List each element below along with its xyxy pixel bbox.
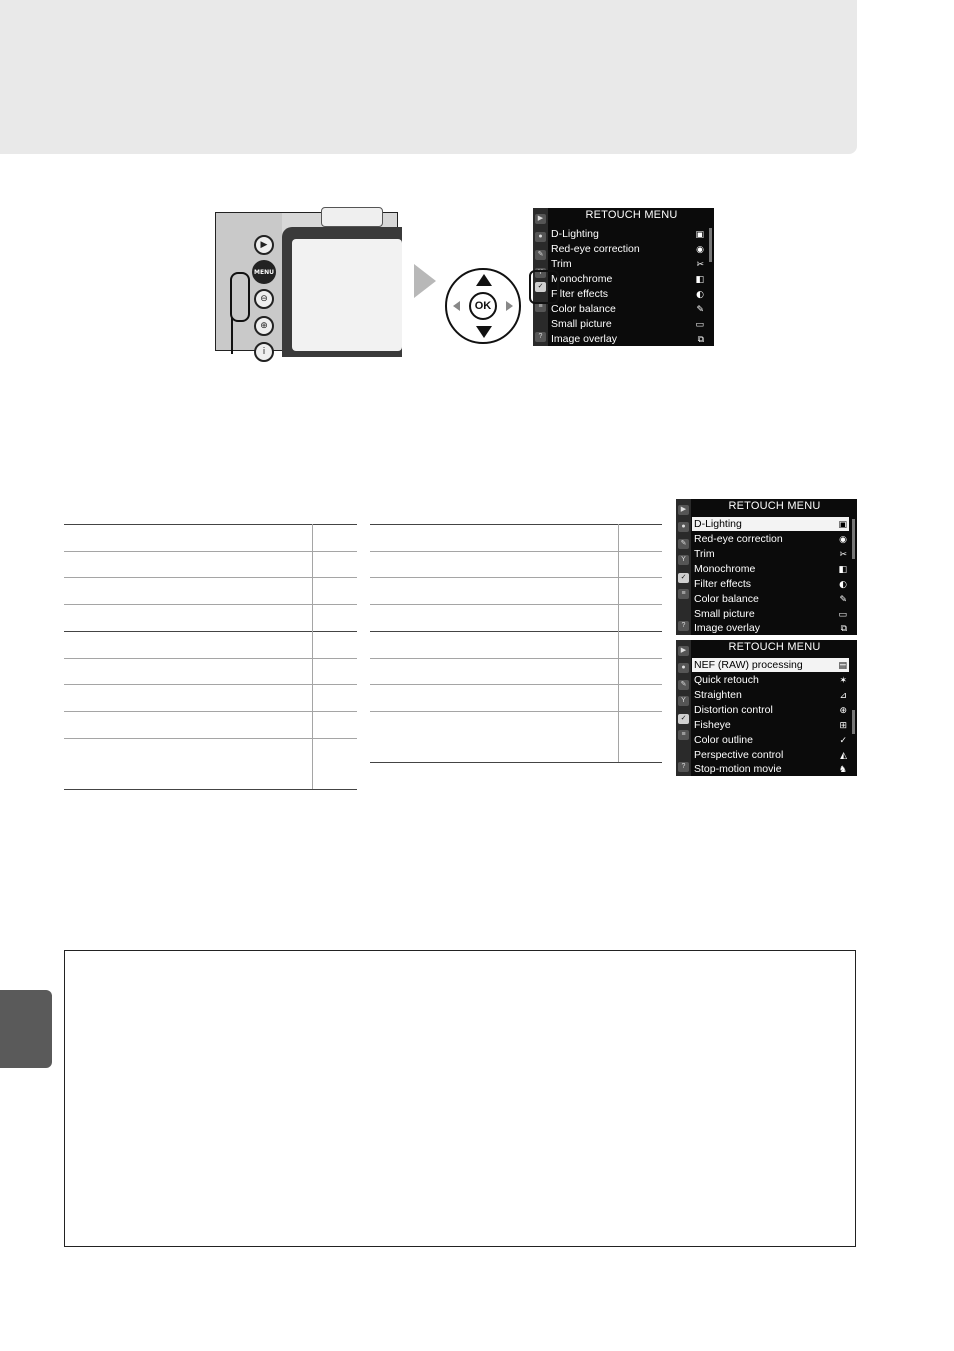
menu-item-color-balance[interactable]: Color balance ✎ [694,593,847,605]
recent-tab-icon[interactable]: ≡ [678,589,689,599]
table-rule [64,524,357,525]
menu-item-perspective-control[interactable]: Perspective control ◭ [694,749,847,761]
custom-tab-icon[interactable]: ✎ [678,539,689,549]
retouch-tab-highlight [529,270,559,304]
chapter-side-tab [0,990,52,1068]
custom-tab-icon[interactable]: ✎ [535,250,546,260]
callout-line [231,318,233,354]
custom-tab-icon[interactable]: ✎ [678,680,689,690]
monochrome-icon: ◧ [695,275,704,285]
playback-tab-icon[interactable]: ▶ [678,505,689,515]
help-icon[interactable]: ? [678,621,689,631]
d-lighting-icon: ▣ [838,520,847,530]
menu-item-red-eye[interactable]: Red-eye correction ◉ [694,533,847,545]
table-rule [64,738,357,739]
ok-button[interactable]: OK [469,292,497,320]
arrow-down-icon[interactable] [476,326,492,338]
page-header-band [0,0,857,154]
playback-button-icon[interactable]: ▶ [254,235,274,255]
arrow-left-icon[interactable] [453,301,460,311]
table-rule [64,711,357,712]
table-col-divider [618,524,619,762]
menu-item-monochrome[interactable]: Monochrome ◧ [694,563,847,575]
menu-item-small-picture[interactable]: Small picture ▭ [551,318,704,330]
menu-title: RETOUCH MENU [728,500,821,512]
filter-icon: ◐ [839,580,847,590]
table-rule [64,684,357,685]
menu-item-monochrome[interactable]: Monochrome ◧ [551,273,704,285]
retouch-menu-screen-top [533,208,714,346]
menu-item-small-picture[interactable]: Small picture ▭ [694,608,847,620]
color-balance-icon: ✎ [839,595,847,605]
setup-tab-icon[interactable]: Y [678,696,689,706]
table-rule [64,551,357,552]
scrollbar[interactable] [852,519,855,559]
info-button-icon[interactable]: i [254,342,274,362]
menu-item-color-outline[interactable]: Color outline ✓ [694,734,847,746]
zoom-out-button-icon[interactable]: ⊖ [254,289,274,309]
menu-item-trim[interactable]: Trim ✂ [694,548,847,560]
help-icon[interactable]: ? [678,762,689,772]
straighten-icon: ⊿ [839,691,847,701]
note-box [64,950,856,1247]
menu-tab-column [676,640,691,776]
setup-tab-icon[interactable]: Y [678,555,689,565]
table-col-divider [312,524,313,789]
scissors-icon: ✂ [696,260,704,270]
menu-item-image-overlay[interactable]: Image overlay ⧉ [694,622,847,634]
menu-item-stop-motion-movie[interactable]: Stop-motion movie ♞ [694,763,847,775]
table-rule [64,789,357,790]
playback-tab-icon[interactable]: ▶ [535,214,546,224]
menu-item-trim[interactable]: Trim ✂ [551,258,704,270]
menu-item-fisheye[interactable]: Fisheye ⊞ [694,719,847,731]
shooting-tab-icon[interactable]: ● [535,232,546,242]
stop-motion-icon: ♞ [838,765,847,775]
playback-tab-icon[interactable]: ▶ [678,646,689,656]
filter-icon: ◐ [696,290,704,300]
retouch-tab-icon[interactable]: ✓ [678,714,689,724]
menu-item-color-balance[interactable]: Color balance ✎ [551,303,704,315]
menu-item-filter-effects[interactable]: Filter effects ◐ [694,578,847,590]
menu-tab-column [676,499,691,635]
setup-tab-icon[interactable]: Y [535,268,546,278]
overlay-icon: ⧉ [697,335,704,345]
menu-title: RETOUCH MENU [728,641,821,653]
shooting-tab-icon[interactable]: ● [678,522,689,532]
eye-icon: ◉ [696,245,704,255]
step-arrow-icon [414,264,436,298]
menu-item-distortion-control[interactable]: Distortion control ⊕ [694,704,847,716]
table-rule [64,577,357,578]
distortion-icon: ⊕ [839,706,847,716]
raw-icon: ▤ [838,661,847,671]
small-picture-icon: ▭ [838,610,847,620]
menu-title: RETOUCH MENU [585,209,678,221]
menu-item-d-lighting[interactable]: D-Lighting ▣ [551,228,704,240]
perspective-icon: ◭ [840,751,847,761]
menu-item-d-lighting[interactable]: D-Lighting ▣ [694,518,847,530]
retouch-menu-screen-page1 [676,499,857,635]
d-lighting-icon: ▣ [695,230,704,240]
recent-tab-icon[interactable]: ≡ [535,302,546,312]
scrollbar[interactable] [709,228,712,262]
camera-viewfinder [321,207,383,227]
menu-button[interactable]: MENU [252,260,276,284]
menu-item-image-overlay[interactable]: Image overlay ⧉ [551,333,704,345]
monochrome-icon: ◧ [838,565,847,575]
fisheye-icon: ⊞ [839,721,847,731]
menu-item-red-eye[interactable]: Red-eye correction ◉ [551,243,704,255]
color-balance-icon: ✎ [696,305,704,315]
camera-lcd [292,239,402,351]
overlay-icon: ⧉ [840,624,847,634]
color-outline-icon: ✓ [839,736,847,746]
table-rule [64,658,357,659]
table-rule [370,762,662,763]
eye-icon: ◉ [839,535,847,545]
recent-tab-icon[interactable]: ≡ [678,730,689,740]
menu-button-highlight [230,272,250,322]
retouch-menu-screen-page2 [676,640,857,776]
menu-item-quick-retouch[interactable]: Quick retouch ✶ [694,674,847,686]
zoom-in-button-icon[interactable]: ⊕ [254,316,274,336]
table-rule [64,631,357,632]
scissors-icon: ✂ [839,550,847,560]
arrow-up-icon[interactable] [476,274,492,286]
table-rule [64,604,357,605]
menu-item-filter-effects[interactable]: Filter effects ◐ [551,288,704,300]
multi-selector[interactable] [445,268,521,344]
retouch-tab-icon[interactable]: ✓ [535,282,546,292]
retouch-tab-icon[interactable]: ✓ [678,573,689,583]
help-icon[interactable]: ? [535,332,546,342]
small-picture-icon: ▭ [695,320,704,330]
scrollbar[interactable] [852,710,855,734]
quick-retouch-icon: ✶ [839,676,847,686]
menu-item-straighten[interactable]: Straighten ⊿ [694,689,847,701]
arrow-right-icon[interactable] [506,301,513,311]
menu-item-nef-raw-processing[interactable]: NEF (RAW) processing ▤ [694,659,847,671]
shooting-tab-icon[interactable]: ● [678,663,689,673]
